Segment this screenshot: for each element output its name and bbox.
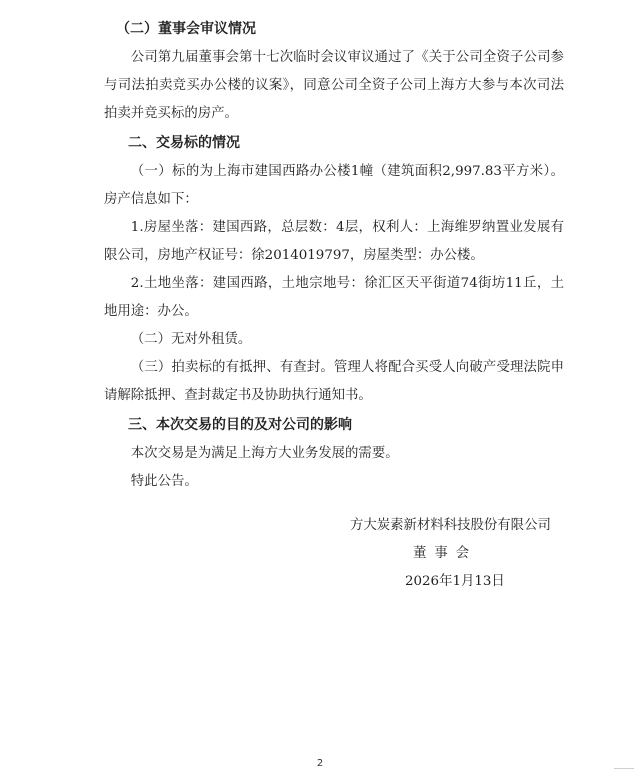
target-item-2: 1.房屋坐落：建国西路，总层数：4层，权利人：上海维罗纳置业发展有限公司，房地产权证号：徐2014019797，房屋类型：办公楼。: [104, 220, 564, 263]
document-body: [104, 14, 564, 496]
signature-date: 2026年1月13日: [405, 574, 505, 589]
page-number: 2: [316, 758, 324, 769]
scan-edge-mark: [614, 764, 634, 769]
closing-text: 特此公告。: [130, 474, 198, 489]
purpose-paragraph: 本次交易是为满足上海方大业务发展的需要。: [130, 446, 399, 461]
target-heading: 二、交易标的情况: [128, 135, 240, 151]
signature-board: 董事会: [413, 546, 478, 561]
target-item-3: 2.土地坐落：建国西路，土地宗地号：徐汇区天平街道74街坊11丘，土地用途：办公。: [104, 276, 564, 319]
target-item-1: （一）标的为上海市建国西路办公楼1幢（建筑面积2,997.83平方米）。房产信息如下：: [104, 164, 564, 207]
target-item-4: （二）无对外租赁。: [130, 332, 252, 347]
board-review-heading: （二）董事会审议情况: [116, 21, 256, 37]
board-review-paragraph: 公司第九届董事会第十七次临时会议审议通过了《关于公司全资子公司参与司法拍卖竞买办公楼的议案》，同意公司全资子公司上海方大参与本次司法拍卖并竞买标的房产。: [104, 50, 564, 121]
purpose-heading: 三、本次交易的目的及对公司的影响: [128, 417, 352, 433]
signature-company: 方大炭素新材料科技股份有限公司: [350, 518, 551, 533]
target-item-5: （三）拍卖标的有抵押、有查封。管理人将配合买受人向破产受理法院申请解除抵押、查封裁定书及协助执行通知书。: [104, 360, 564, 403]
